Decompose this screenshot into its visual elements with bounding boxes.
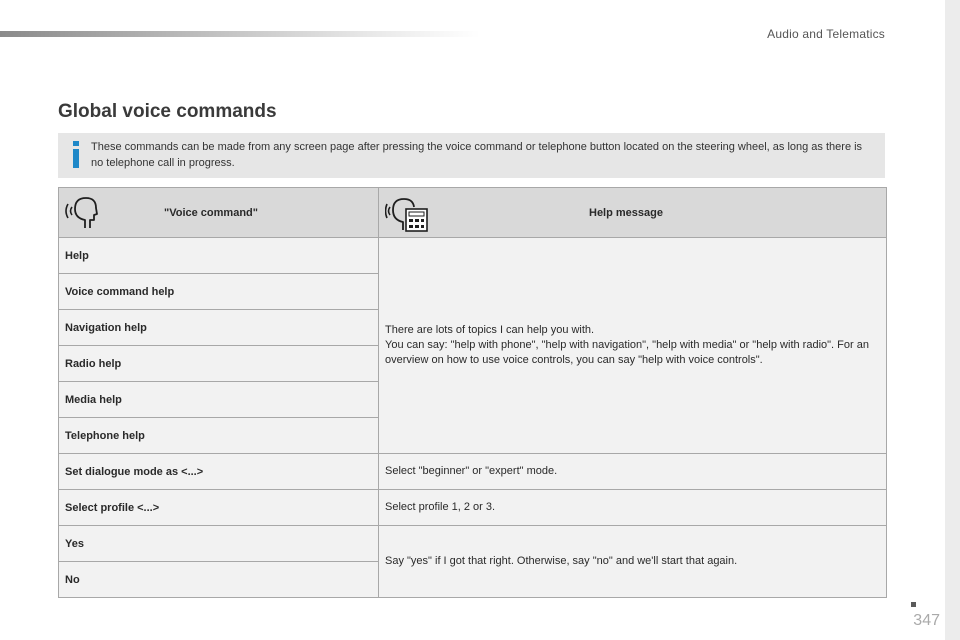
command-cell: Telephone help <box>59 418 379 454</box>
page-marker <box>911 602 916 607</box>
table-row <box>59 526 887 562</box>
voice-command-column-header <box>59 188 379 238</box>
table-header-row <box>59 188 887 238</box>
help-message-column-header <box>379 188 887 238</box>
command-cell: Select profile <...> <box>59 490 379 526</box>
table-row <box>59 238 887 274</box>
voice-commands-table <box>58 187 887 598</box>
command-cell: Voice command help <box>59 274 379 310</box>
info-text: These commands can be made from any screen page after pressing the voice command or telephone button located on the steering wheel, as long as there is no telephone call in progress. <box>91 141 863 169</box>
command-cell: Media help <box>59 382 379 418</box>
info-note <box>58 133 885 178</box>
command-cell: Navigation help <box>59 310 379 346</box>
table-row <box>59 454 887 490</box>
speaking-head-icon <box>65 195 101 231</box>
table-row <box>59 490 887 526</box>
command-cell: Radio help <box>59 346 379 382</box>
command-cell: Help <box>59 238 379 274</box>
command-cell: Set dialogue mode as <...> <box>59 454 379 490</box>
page-edge-strip <box>945 0 960 640</box>
help-message-header-label: Help message <box>589 207 663 219</box>
info-icon <box>71 141 81 169</box>
speaking-head-keypad-icon <box>385 195 429 233</box>
section-name: Audio and Telematics <box>767 27 885 41</box>
command-cell: No <box>59 562 379 598</box>
command-cell: Yes <box>59 526 379 562</box>
page-number: 347 <box>913 612 940 629</box>
message-cell <box>379 238 887 454</box>
message-cell: Say "yes" if I got that right. Otherwise, say "no" and we'll start that again. <box>379 526 887 598</box>
message-cell: Select "beginner" or "expert" mode. <box>379 454 887 490</box>
header-bar <box>0 31 480 37</box>
message-cell: Select profile 1, 2 or 3. <box>379 490 887 526</box>
help-group-message: There are lots of topics I can help you with. You can say: "help with phone", "help with navigation", "help with media" or "help with radio". For an overview on how to use voice controls, you can say "help with voice controls". <box>385 324 869 366</box>
voice-command-header-label: "Voice command" <box>164 207 258 219</box>
page-title: Global voice commands <box>58 101 277 122</box>
